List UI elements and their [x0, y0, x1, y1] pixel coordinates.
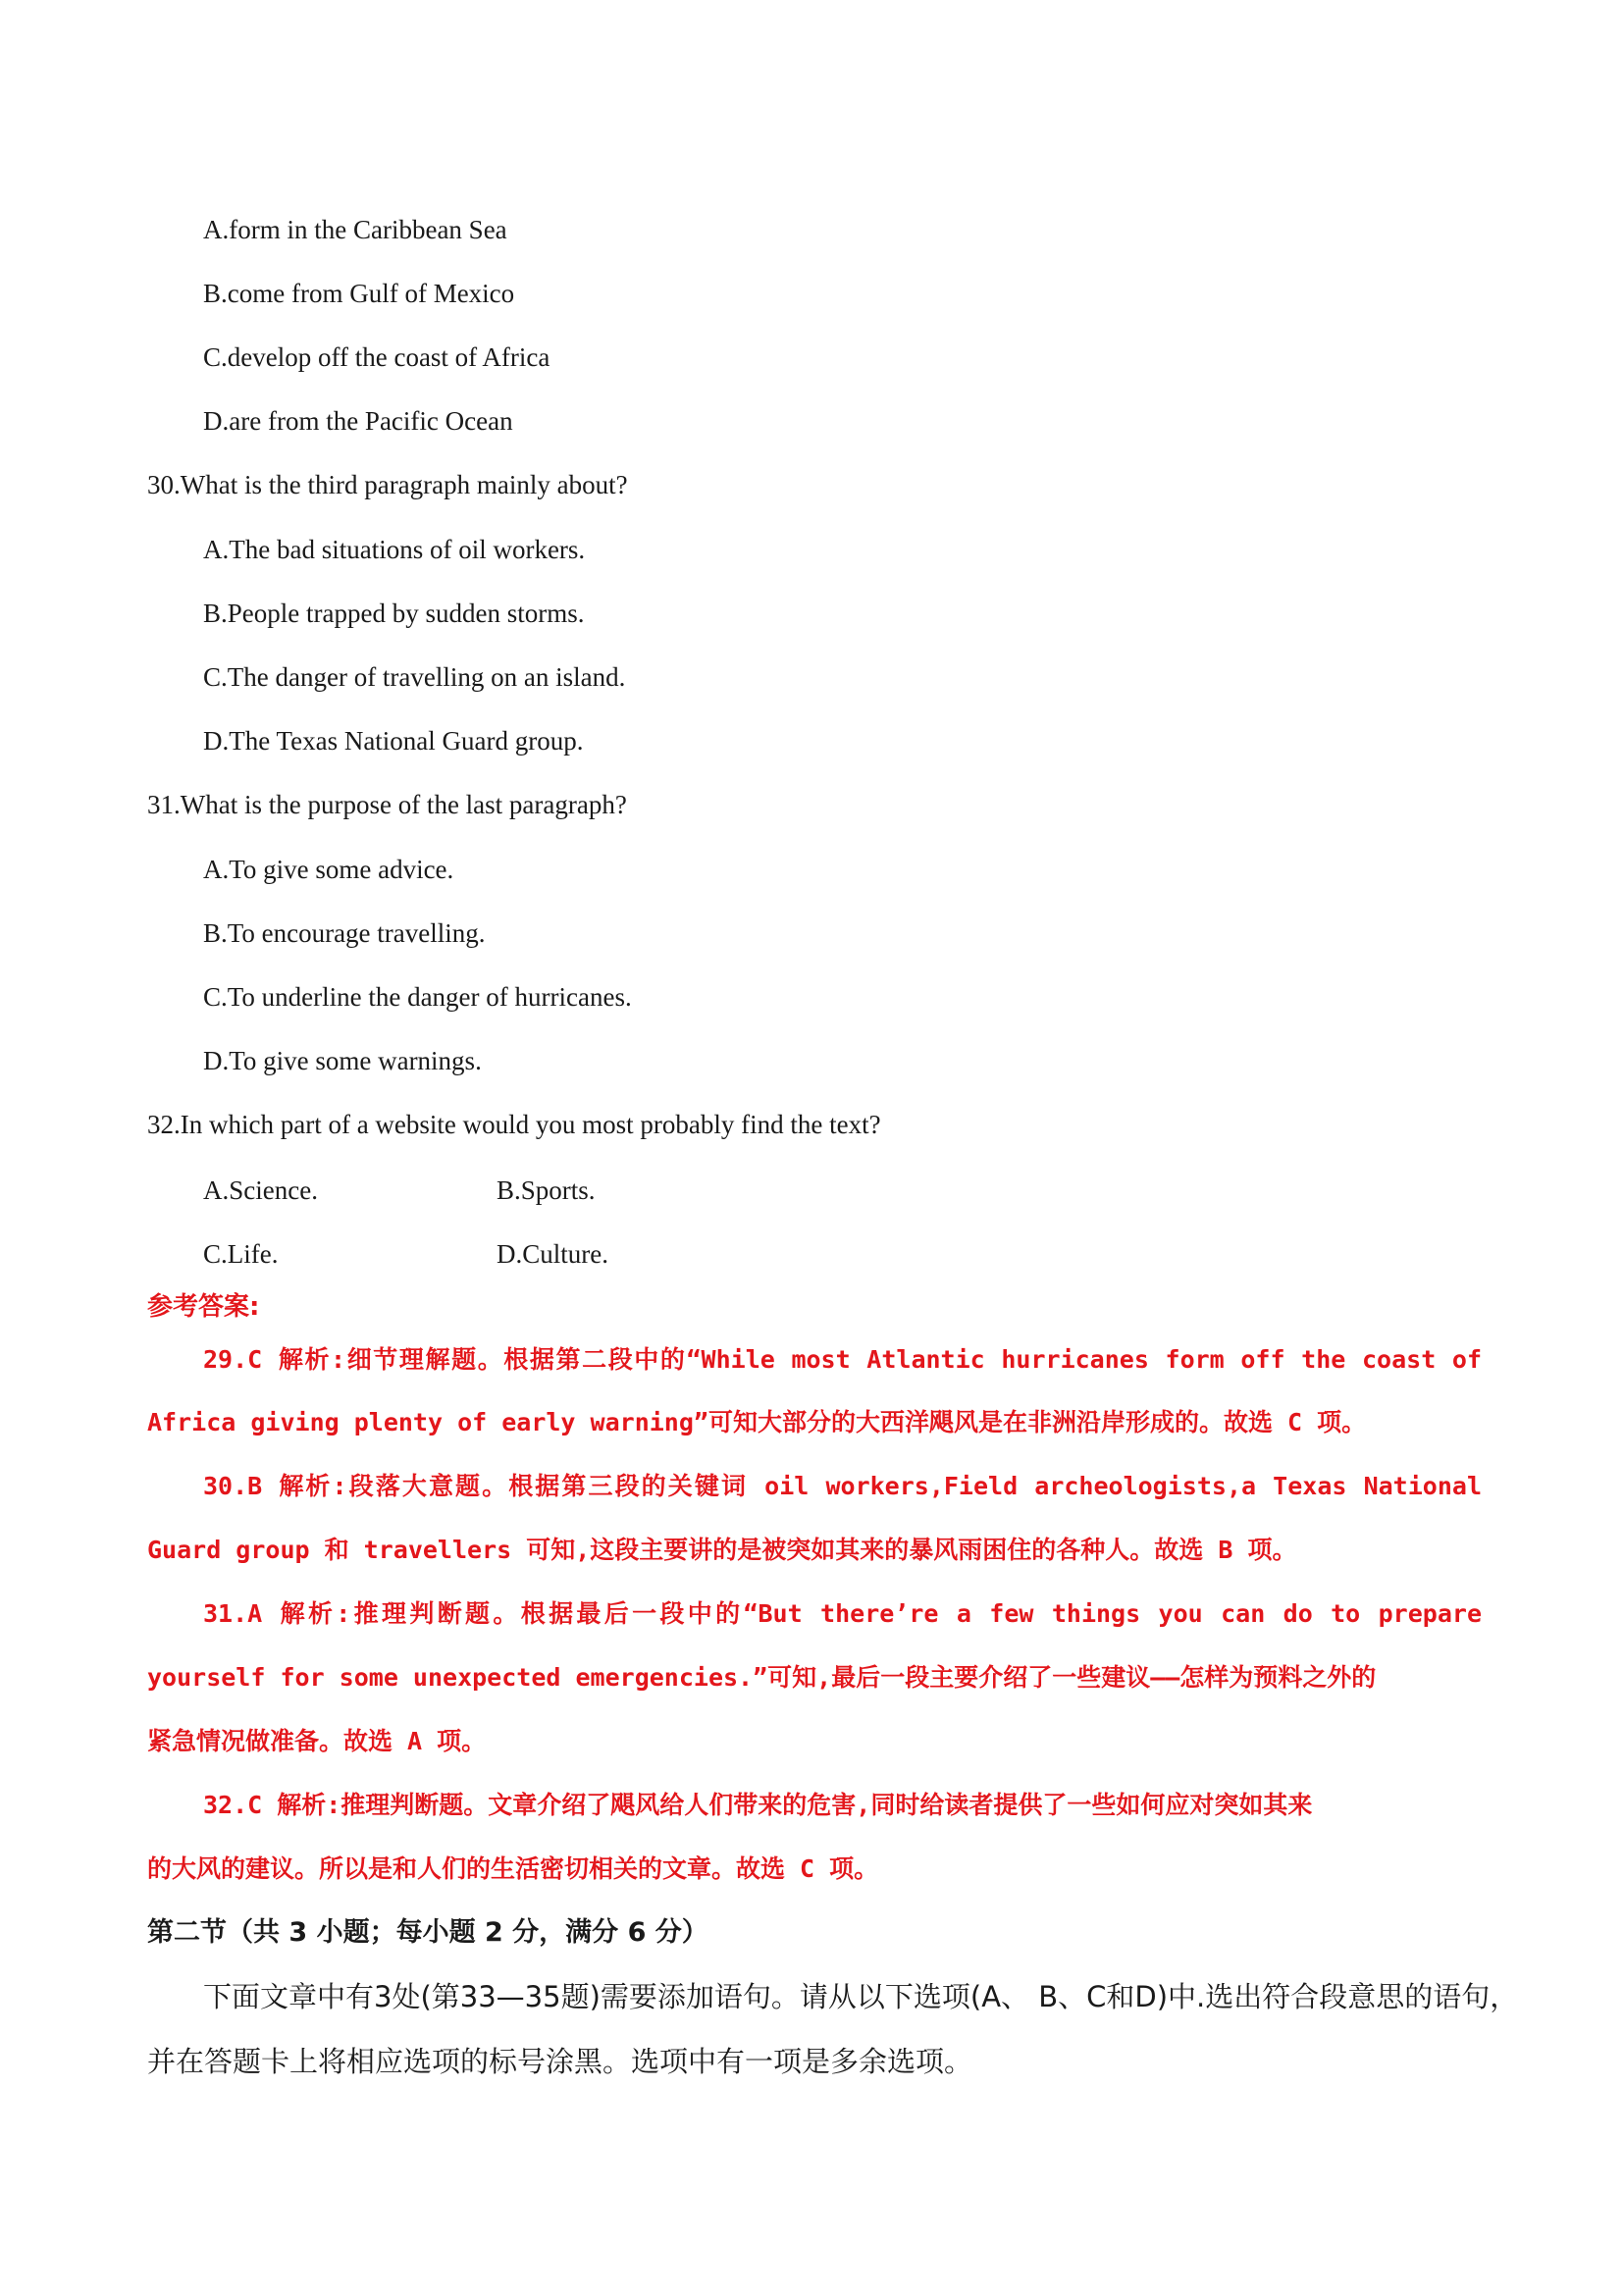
answer-30-line-1: 30.B 解析:段落大意题。根据第三段的关键词 oil workers,Field archeologists,a Texas National — [203, 1472, 1482, 1500]
answer-31-line-2: yourself for some unexpected emergencies.”可知,最后一段主要介绍了一些建议——怎样为预料之外的 — [147, 1663, 1377, 1692]
section-2-heading: 第二节（共 3 小题；每小题 2 分，满分 6 分） — [147, 1917, 708, 1948]
q31-option-b: B.To encourage travelling. — [203, 918, 486, 948]
q29-option-d: D.are from the Pacific Ocean — [203, 406, 513, 436]
q29-option-a: A.form in the Caribbean Sea — [203, 215, 507, 244]
q29-option-b: B.come from Gulf of Mexico — [203, 279, 515, 308]
answer-31-line-3: 紧急情况做准备。故选 A 项。 — [147, 1727, 487, 1755]
q29-option-c: C.develop off the coast of Africa — [203, 342, 550, 372]
answer-31-line-1: 31.A 解析:推理判断题。根据最后一段中的“But there’re a few things you can do to prepare — [203, 1599, 1482, 1628]
q31-stem: 31.What is the purpose of the last paragraph? — [147, 790, 627, 819]
q32-option-d: D.Culture. — [497, 1239, 608, 1269]
q31-option-a: A.To give some advice. — [203, 855, 454, 884]
q31-option-c: C.To underline the danger of hurricanes. — [203, 982, 632, 1012]
q30-stem: 30.What is the third paragraph mainly about? — [147, 470, 628, 499]
answer-32-line-2: 的大风的建议。所以是和人们的生活密切相关的文章。故选 C 项。 — [147, 1854, 879, 1883]
answer-30-line-2: Guard group 和 travellers 可知,这段主要讲的是被突如其来的暴风雨困住的各种人。故选 B 项。 — [147, 1536, 1297, 1564]
answer-29-line-1: 29.C 解析:细节理解题。根据第二段中的“While most Atlantic hurricanes form off the coast of — [203, 1345, 1482, 1374]
q31-option-d: D.To give some warnings. — [203, 1046, 482, 1075]
q32-option-b: B.Sports. — [497, 1175, 596, 1205]
q32-stem: 32.In which part of a website would you most probably find the text? — [147, 1110, 881, 1139]
q30-option-a: A.The bad situations of oil workers. — [203, 535, 586, 564]
answers-heading: 参考答案: — [147, 1292, 260, 1322]
section-2-instructions-line-2: 并在答题卡上将相应选项的标号涂黑。选项中有一项是多余选项。 — [147, 2045, 973, 2078]
section-2-instructions-line-1: 下面文章中有3处(第33—35题)需要添加语句。请从以下选项(A、 B、C和D)中.选出符合段意思的语句， — [203, 1980, 1519, 2013]
answer-32-line-1: 32.C 解析:推理判断题。文章介绍了飓风给人们带来的危害,同时给读者提供了一些如何应对突如其来 — [203, 1791, 1313, 1819]
q30-option-c: C.The danger of travelling on an island. — [203, 662, 626, 692]
q32-option-c: C.Life. — [203, 1239, 279, 1269]
q30-option-b: B.People trapped by sudden storms. — [203, 599, 585, 628]
answer-29-line-2: Africa giving plenty of early warning”可知大部分的大西洋飓风是在非洲沿岸形成的。故选 C 项。 — [147, 1408, 1367, 1436]
q30-option-d: D.The Texas National Guard group. — [203, 726, 584, 756]
q32-option-a: A.Science. — [203, 1175, 318, 1205]
